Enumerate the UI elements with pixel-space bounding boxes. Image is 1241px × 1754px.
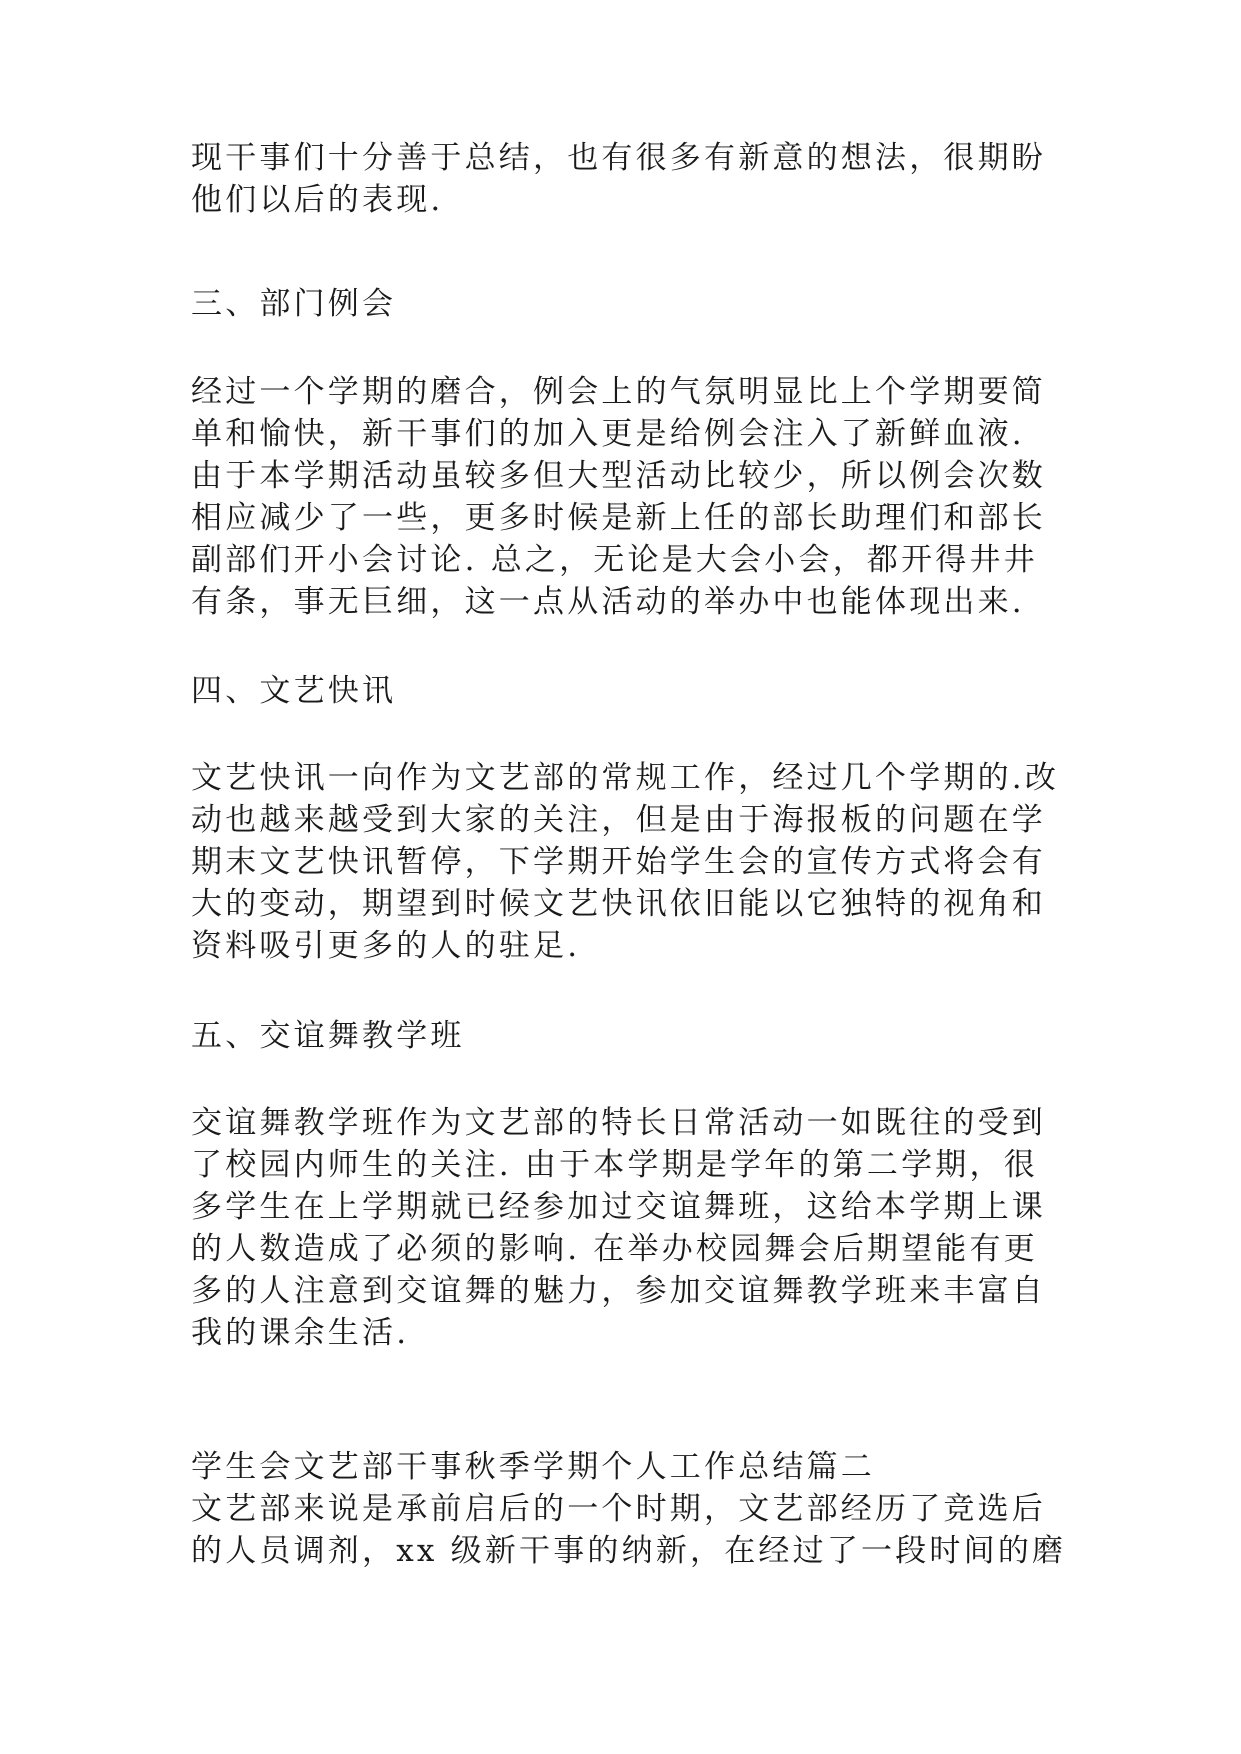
- section-heading-5: [191, 1015, 1071, 1057]
- section-paragraph-3: [191, 371, 1071, 623]
- article-2-title-and-opening: [191, 1446, 1071, 1572]
- text-line: 副部们开小会讨论. 总之，无论是大会小会，都开得井井: [191, 542, 1038, 578]
- text-line: 单和愉快，新干事们的加入更是给例会注入了新鲜血液.: [191, 416, 1025, 452]
- text-line: 他们以后的表现.: [191, 182, 444, 218]
- text-line: 文艺部来说是承前启后的一个时期，文艺部经历了竞选后: [191, 1491, 1046, 1527]
- text-line: 多的人注意到交谊舞的魅力，参加交谊舞教学班来丰富自: [191, 1273, 1046, 1309]
- section-heading-4: [191, 670, 1071, 712]
- text-line: 多学生在上学期就已经参加过交谊舞班，这给本学期上课: [191, 1189, 1046, 1225]
- text-line: 相应减少了一些，更多时候是新上任的部长助理们和部长: [191, 500, 1046, 536]
- text-line: 大的变动，期望到时候文艺快讯依旧能以它独特的视角和: [191, 886, 1046, 922]
- text-line: 了校园内师生的关注. 由于本学期是学年的第二学期，很: [191, 1147, 1038, 1183]
- section-paragraph-5: [191, 1102, 1071, 1354]
- text-line: 的人数造成了必须的影响. 在举办校园舞会后期望能有更: [191, 1231, 1038, 1267]
- text-line: 由于本学期活动虽较多但大型活动比较少，所以例会次数: [191, 458, 1046, 494]
- text-line: 动也越来越受到大家的关注，但是由于海报板的问题在学: [191, 802, 1046, 838]
- text-line: 文艺快讯一向作为文艺部的常规工作，经过几个学期的.改: [191, 760, 1060, 796]
- text-line: 我的课余生活.: [191, 1315, 410, 1351]
- heading-text: 三、部门例会: [191, 286, 397, 322]
- text-line: 的人员调剂，xx 级新干事的纳新，在经过了一段时间的磨: [191, 1533, 1067, 1569]
- section-heading-3: [191, 283, 1071, 325]
- text-line: 交谊舞教学班作为文艺部的特长日常活动一如既往的受到: [191, 1105, 1046, 1141]
- text-line: 有条，事无巨细，这一点从活动的举办中也能体现出来.: [191, 584, 1025, 620]
- heading-text: 四、文艺快讯: [191, 673, 397, 709]
- section-paragraph-4: [191, 757, 1071, 967]
- intro-paragraph-tail: [191, 137, 1071, 221]
- text-line: 资料吸引更多的人的驻足.: [191, 928, 581, 964]
- article-title: 学生会文艺部干事秋季学期个人工作总结篇二: [191, 1449, 875, 1485]
- text-line: 现干事们十分善于总结，也有很多有新意的想法，很期盼: [191, 140, 1046, 176]
- heading-text: 五、交谊舞教学班: [191, 1018, 465, 1054]
- text-line: 经过一个学期的磨合，例会上的气氛明显比上个学期要简: [191, 374, 1046, 410]
- text-line: 期末文艺快讯暂停，下学期开始学生会的宣传方式将会有: [191, 844, 1046, 880]
